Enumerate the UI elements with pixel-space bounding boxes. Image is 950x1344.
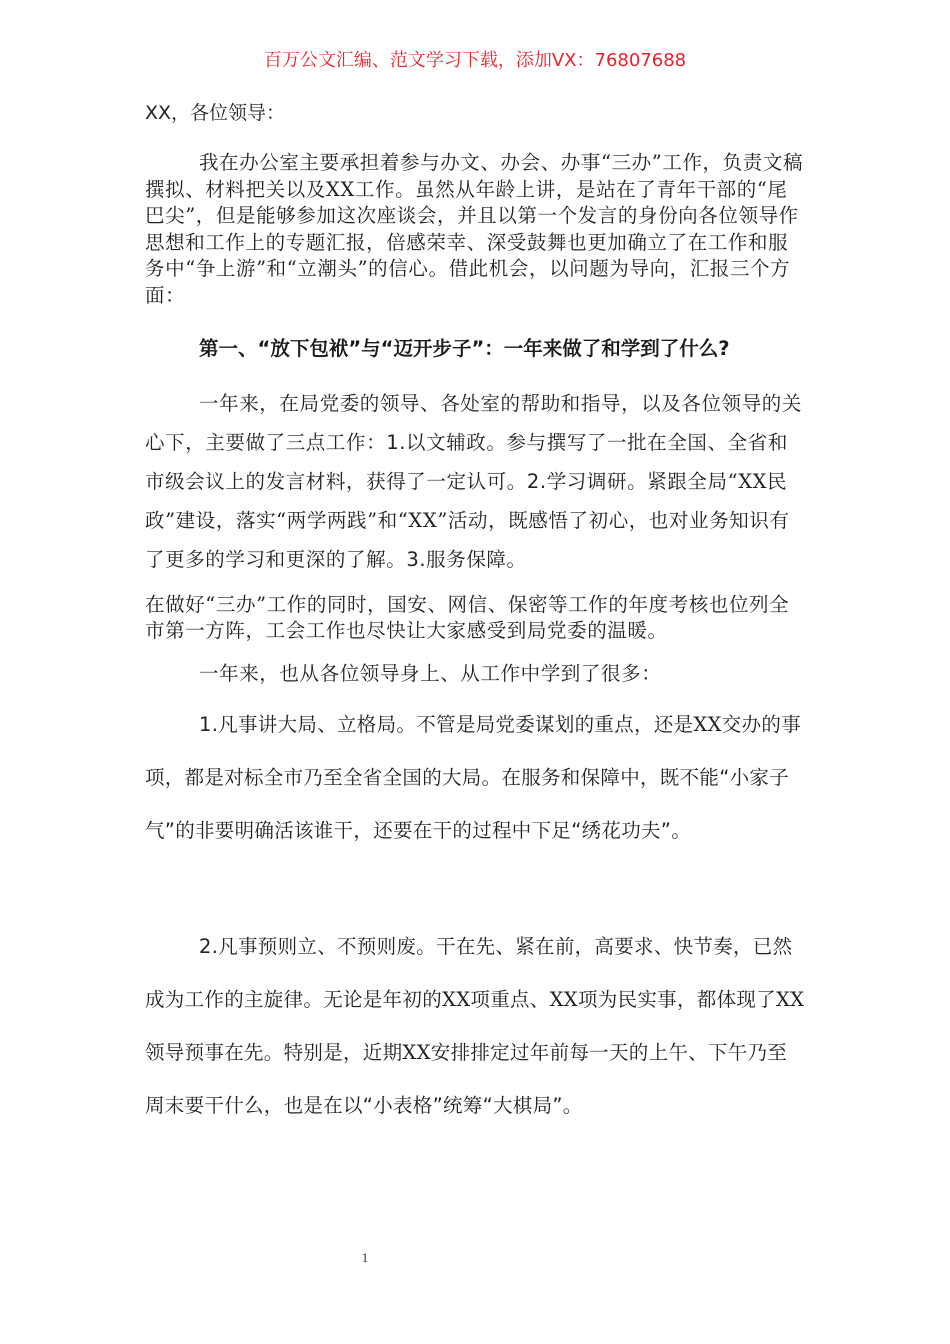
work-item-1-body: 参与撰写了一批在全国、全省和市级会议上的发言材料，获得了一定认可。	[145, 431, 788, 493]
learned-item-2-body-b: 项重点、	[470, 988, 550, 1011]
salutation: XX，各位领导：	[145, 102, 286, 124]
learned-item-2-xx-1: XX	[442, 988, 471, 1011]
work-lead: 一年来，在局党委的领导、各处室的帮助和指导，以及各位领导的关心下，主要做了三点工作：	[145, 392, 803, 454]
learned-item-1-body-a: 不管是局党委谋划的重点，还是	[416, 713, 694, 736]
work-paragraph	[145, 384, 805, 579]
work-item-1-title: 1.以文辅政。	[386, 431, 507, 454]
page-number: 1	[361, 1250, 369, 1265]
learned-item-2-body-c: 项为民实事，都体现了	[577, 988, 776, 1011]
learned-item-2-body-a: 干在先、紧在前，高要求、快节奏，已然成为工作的主旋律。无论是年初的	[145, 935, 793, 1011]
section-heading: 第一、“放下包袱”与“迈开步子”：一年来做了和学到了什么?	[199, 337, 730, 360]
learned-item-2-xx-4: XX	[402, 1041, 431, 1064]
learned-item-2-xx-3: XX	[775, 988, 805, 1011]
watermark-header: 百万公文汇编、范文学习下载，添加VX：76807688	[263, 50, 687, 71]
learned-item-2-title: 2.凡事预则立、不预则废。	[199, 935, 437, 958]
work-item-2-body: 紧跟全局“XX民政”建设，落实“两学两践”和“XX”活动，既感悟了初心，也对业务知识有了更多的学习和更深的了解。	[145, 470, 790, 571]
learned-item-1-title: 1.凡事讲大局、立格局。	[199, 713, 417, 736]
learned-item-2	[145, 920, 805, 1132]
learned-item-1-body-b: 交办的事项，都是对标全市乃至全省全国的大局。在服务和保障中，既不能“小家子气”的非要明确活该谁干，还要在干的过程中下足“绣花功夫”。	[145, 713, 801, 842]
learned-item-2-xx-2: XX	[549, 988, 578, 1011]
learned-item-1	[145, 698, 805, 857]
learned-item-1-xx: XX	[693, 713, 722, 736]
work-item-3-body: 在做好“三办”工作的同时，国安、网信、保密等工作的年度考核也位列全市第一方阵，工会工作也尽快让大家感受到局党委的温暖。	[145, 593, 790, 642]
learned-item-2-body-e: 安排排定过年前每一天的上午、下午乃至周末要干什么，也是在以“小表格”统筹“大棋局”。	[145, 1041, 788, 1117]
work-item-2-title: 2.学习调研。	[526, 470, 648, 493]
work-item-3-title: 3.服务保障。	[406, 548, 527, 571]
learned-item-2-body-d: 领导预事在先。特别是，近期	[145, 1041, 403, 1064]
learned-intro: 一年来，也从各位领导身上、从工作中学到了很多：	[199, 662, 662, 685]
intro-paragraph: 我在办公室主要承担着参与办文、办会、办事“三办”工作，负责文稿撰拟、材料把关以及XX工作。虽然从年龄上讲，是站在了青年干部的“尾巴尖”，但是能够参加这次座谈会，并且以第一个发言的身份向各位领导作思想和工作上的专题汇报，倍感荣幸、深受鼓舞也更加确立了在工作和服务中“争上游”和“立潮头”的信心。借此机会，以问题为导向，汇报三个方面：	[145, 151, 804, 307]
